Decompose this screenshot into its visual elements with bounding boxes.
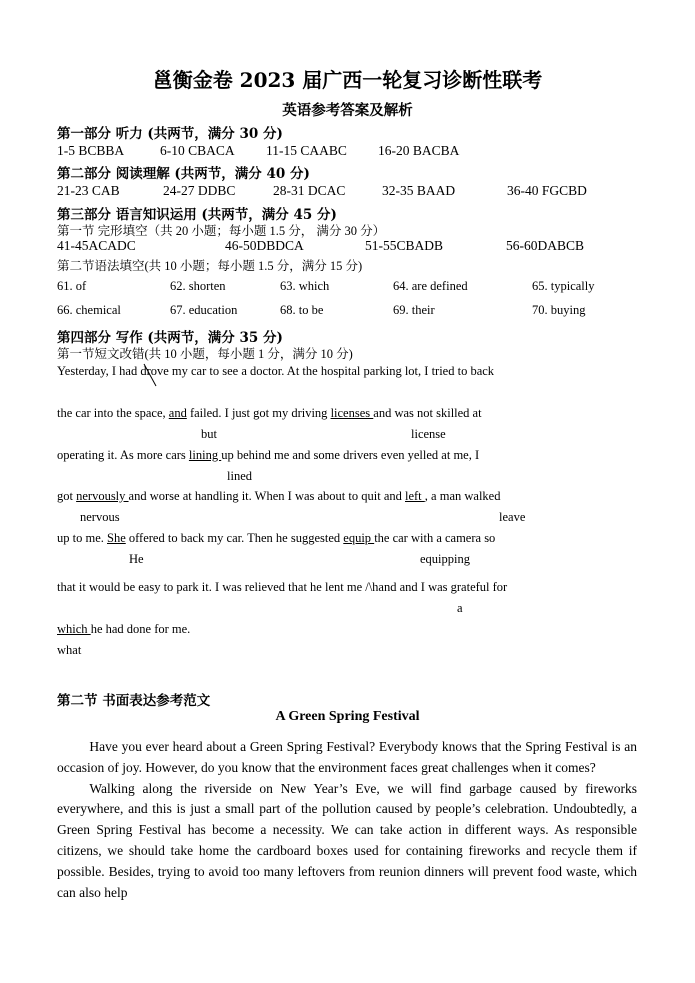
correction-word: leave	[499, 510, 526, 524]
correction-line: operating it. As more cars lining up behind me and some drivers even yelled at me, I	[57, 448, 480, 462]
grammar-answer: 63. which	[280, 279, 330, 293]
part1-answer: 11-15 CAABC	[266, 143, 347, 158]
grammar-answer: 67. education	[170, 303, 238, 317]
part1-answer: 1-5 BCBBA	[57, 143, 125, 158]
part3-heading: 第三部分 语言知识运用 (共两节，满分 45 分)	[57, 207, 337, 223]
part4-heading: 第四部分 写作 (共两节，满分 35 分)	[57, 330, 283, 346]
part1-answer: 16-20 BACBA	[378, 143, 460, 158]
correction-word: nervous	[80, 510, 120, 524]
essay-paragraph: Have you ever heard about a Green Spring Festival? Everybody knows that the Spring Festival is an occasion of joy. However, do you know that the environment faces great challenges when it comes?	[57, 739, 637, 775]
grammar-answer: 70. buying	[532, 303, 586, 317]
correction-word: a	[457, 601, 463, 615]
cloze-answer: 51-55CBADB	[365, 238, 444, 253]
part2-answer: 36-40 FGCBD	[507, 183, 587, 198]
part2-heading: 第二部分 阅读理解 (共两节，满分 40 分)	[57, 166, 310, 182]
correction-word: He	[129, 552, 144, 566]
essay-body	[57, 737, 637, 903]
page-subtitle: 英语参考答案及解析	[282, 102, 413, 119]
grammar-answer: 65. typically	[532, 279, 595, 293]
correction-line: that it would be easy to park it. I was relieved that he lent me /\hand and I was grateful for	[57, 580, 508, 594]
correction-word: equipping	[420, 552, 470, 566]
correction-word: license	[411, 427, 446, 441]
correction-line: got nervously and worse at handling it. When I was about to quit and left , a man walked	[57, 489, 501, 503]
part2-answer: 21-23 CAB	[57, 183, 120, 198]
part2-answer: 28-31 DCAC	[273, 183, 346, 198]
grammar-answer: 68. to be	[280, 303, 324, 317]
essay-title: A Green Spring Festival	[275, 709, 420, 724]
part4-section1-heading: 第一节短文改错(共 10 小题，每小题 1 分，满分 10 分)	[57, 347, 353, 361]
cloze-answer: 41-45ACADC	[57, 238, 136, 253]
correction-word: lined	[227, 469, 252, 483]
part4-section2-heading: 第二节 书面表达参考范文	[57, 693, 211, 709]
page-title: 邕衡金卷 2023 届广西一轮复习诊断性联考	[152, 68, 543, 92]
correction-line: the car into the space, and failed. I just got my driving licenses and was not skilled at	[57, 406, 482, 420]
correction-line: up to me. She offered to back my car. Then he suggested equip the car with a camera so	[57, 531, 496, 545]
essay-paragraph: Walking along the riverside on New Year’s Eve, we will find garbage caused by fireworks everywhere, and this is just a small part of the pollution caused by people’s celebration. Undoubtedly, a Green Spring Festival has become a necessity. We can take action in different ways. As responsible citizens, we should take home the cardboard boxes used for containing fireworks and recycle them if possible. Besides, trying to avoid too many leftovers from reunion dinners will prevent food waste, which can also help	[57, 780, 637, 900]
deletion-mark	[142, 362, 160, 388]
correction-line: which he had done for me.	[57, 622, 191, 636]
cloze-answer: 46-50DBDCA	[225, 238, 304, 253]
cloze-answer: 56-60DABCB	[506, 238, 585, 253]
grammar-answer: 62. shorten	[170, 279, 226, 293]
correction-word: what	[57, 643, 82, 657]
correction-word: but	[201, 427, 217, 441]
correction-line: Yesterday, I had drove my car to see a doctor. At the hospital parking lot, I tried to back	[57, 364, 495, 378]
part1-answer: 6-10 CBACA	[160, 143, 235, 158]
part3-section1-heading: 第一节 完形填空（共 20 小题；每小题 1.5 分， 满分 30 分）	[57, 224, 386, 238]
grammar-answer: 64. are defined	[393, 279, 468, 293]
grammar-answer: 69. their	[393, 303, 435, 317]
part1-heading: 第一部分 听力 (共两节，满分 30 分)	[57, 126, 283, 142]
grammar-answer: 66. chemical	[57, 303, 121, 317]
grammar-answer: 61. of	[57, 279, 87, 293]
part2-answer: 32-35 BAAD	[382, 183, 456, 198]
part2-answer: 24-27 DDBC	[163, 183, 236, 198]
part3-section2-heading: 第二节语法填空(共 10 小题；每小题 1.5 分，满分 15 分)	[57, 259, 363, 273]
